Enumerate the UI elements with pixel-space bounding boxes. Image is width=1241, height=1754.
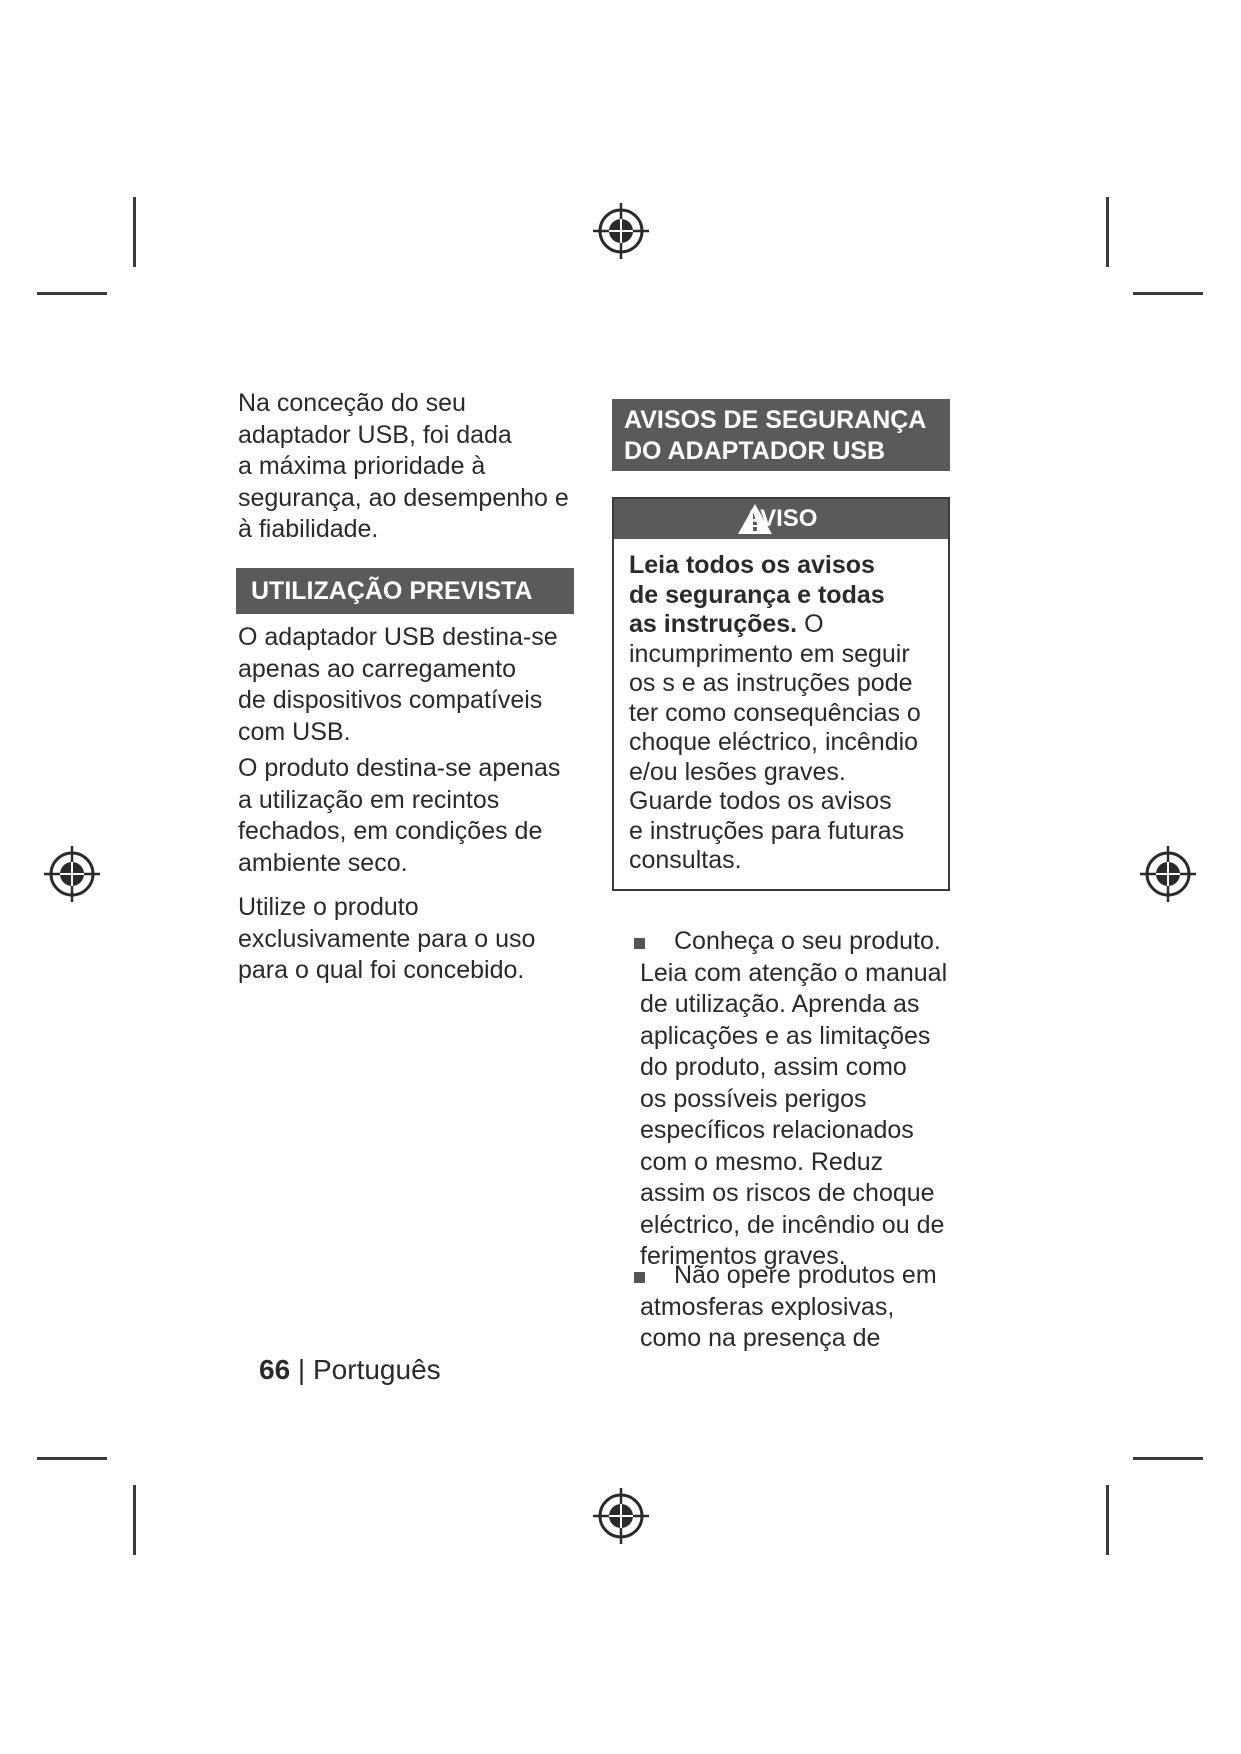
paragraph-line: apenas ao carregamento: [238, 654, 516, 683]
bullet-item: [640, 926, 947, 1273]
crop-mark-bottom-right-horizontal: [1133, 1457, 1203, 1460]
crop-mark-top-left-vertical: [133, 197, 136, 267]
paragraph-line: O adaptador USB destina-se: [238, 623, 558, 651]
warning-bold-fragment: as instruções.: [629, 610, 798, 638]
warning-line: incumprimento em seguir: [629, 639, 910, 668]
bullet-line: de utilização. Aprenda as: [640, 990, 920, 1018]
crop-mark-top-right-vertical: [1106, 197, 1109, 267]
safety-heading: [612, 399, 950, 471]
paragraph-line: com USB.: [238, 717, 351, 746]
bullet-first-line: Não opere produtos em: [674, 1261, 937, 1289]
paragraph-line: de dispositivos compatíveis: [238, 686, 543, 714]
warning-line: e/ou lesões graves.: [629, 757, 846, 786]
intended-use-heading-text: UTILIZAÇÃO PREVISTA: [251, 577, 533, 605]
paragraph-line: Utilize o produto: [238, 893, 419, 921]
intro-line: à fiabilidade.: [238, 515, 379, 543]
bullet-line: aplicações e as limitações: [640, 1021, 931, 1050]
bullet-line: eléctrico, de incêndio ou de: [640, 1210, 945, 1239]
warning-line: consultas.: [629, 846, 742, 874]
bullet-line: Leia com atenção o manual: [640, 958, 948, 987]
safety-heading-line: DO ADAPTADOR USB: [624, 437, 886, 465]
registration-mark-icon: [589, 1484, 653, 1548]
warning-line: Guarde todos os avisos: [629, 787, 892, 815]
warning-line: choque eléctrico, incêndio: [629, 728, 919, 756]
bullet-line: como na presença de: [640, 1324, 881, 1352]
bullet-line: os possíveis perigos: [640, 1084, 867, 1113]
safety-heading-line: AVISOS DE SEGURANÇA: [624, 406, 927, 434]
intro-line: segurança, ao desempenho e: [238, 483, 569, 512]
warning-box-header: [614, 499, 948, 539]
bullet-line: ferimentos graves.: [640, 1242, 846, 1270]
warning-normal-fragment: O: [797, 610, 824, 638]
registration-mark-icon: [589, 199, 653, 263]
warning-line: os s e as instruções pode: [629, 669, 913, 697]
intended-use-paragraph-3: [238, 892, 535, 987]
warning-box: [612, 497, 950, 891]
bullet-line: específicos relacionados: [640, 1116, 914, 1144]
intended-use-paragraph-1: [238, 622, 558, 748]
paragraph-line: para o qual foi concebido.: [238, 956, 525, 984]
warning-text: [629, 551, 921, 876]
bullet-line: atmosferas explosivas,: [640, 1292, 895, 1321]
warning-line: ter como consequências o: [629, 698, 921, 727]
page-number: 66: [259, 1354, 291, 1385]
crop-mark-top-left-horizontal: [37, 292, 107, 295]
warning-title: AVISO: [744, 505, 818, 532]
paragraph-line: a utilização em recintos: [238, 785, 500, 814]
paragraph-line: ambiente seco.: [238, 848, 408, 877]
warning-bold-line: de segurança e todas: [629, 580, 885, 609]
intro-line: adaptador USB, foi dada: [238, 420, 512, 449]
crop-mark-bottom-left-horizontal: [37, 1457, 107, 1460]
bullet-line: com o mesmo. Reduz: [640, 1147, 884, 1176]
bullet-first-line: Conheça o seu produto.: [674, 927, 941, 955]
intended-use-heading: [236, 568, 574, 614]
bullet-line: do produto, assim como: [640, 1053, 907, 1081]
warning-bold-line: Leia todos os avisos: [629, 551, 875, 579]
registration-mark-icon: [40, 842, 104, 906]
footer-language: Português: [313, 1354, 441, 1385]
paragraph-line: fechados, em condições de: [238, 817, 543, 845]
intro-line: Na conceção do seu: [238, 389, 466, 417]
page-footer: [259, 1354, 441, 1386]
crop-mark-bottom-left-vertical: [133, 1485, 136, 1555]
warning-mixed-line: [629, 610, 921, 640]
bullet-line: assim os riscos de choque: [640, 1179, 935, 1207]
intended-use-paragraph-2: [238, 753, 560, 879]
warning-line: e instruções para futuras: [629, 816, 905, 845]
paragraph-line: exclusivamente para o uso: [238, 924, 536, 953]
paragraph-line: O produto destina-se apenas: [238, 754, 561, 782]
registration-mark-icon: [1136, 842, 1200, 906]
crop-mark-bottom-right-vertical: [1106, 1485, 1109, 1555]
footer-separator: |: [290, 1354, 313, 1385]
intro-paragraph: [238, 388, 569, 546]
crop-mark-top-right-horizontal: [1133, 292, 1203, 295]
intro-line: a máxima prioridade à: [238, 452, 486, 480]
bullet-item: [640, 1260, 937, 1355]
